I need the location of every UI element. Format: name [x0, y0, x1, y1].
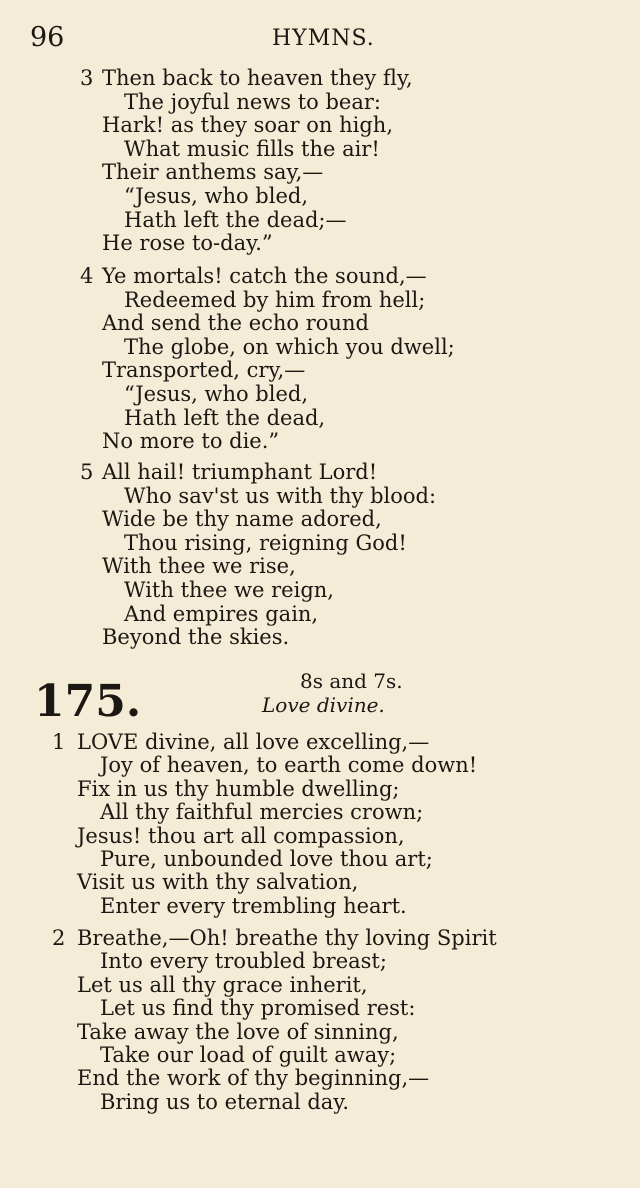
running-title: HYMNS. — [272, 26, 375, 51]
verse-line: Who sav'st us with thy blood: — [124, 483, 437, 508]
verse-line: The globe, on which you dwell; — [124, 334, 455, 359]
verse-number: 5 — [80, 460, 94, 484]
verse-line: “Jesus, who bled, — [124, 382, 309, 406]
verse-line: Pure, unbounded love thou art; — [100, 847, 433, 871]
verse-line: Joy of heaven, to earth come down! — [100, 753, 478, 778]
hymn-number: 175. — [34, 676, 142, 727]
verse-number: 3 — [80, 66, 94, 90]
verse-line: Into every troubled breast; — [100, 949, 387, 974]
verse-line: LOVE divine, all love excelling,— — [77, 730, 430, 754]
verse-line: All thy faithful mercies crown; — [100, 800, 424, 825]
verse-line: Take away the love of sinning, — [77, 1019, 399, 1044]
verse-line: Thou rising, reigning God! — [124, 530, 407, 555]
verse-line: Enter every trembling heart. — [100, 893, 407, 918]
verse-line: Hath left the dead, — [124, 405, 326, 430]
hymn-subtitle: Love divine. — [262, 693, 385, 717]
verse-line: Visit us with thy salvation, — [77, 870, 359, 895]
verse-line: Then back to heaven they fly, — [102, 66, 413, 90]
verse-line: With thee we rise, — [102, 554, 296, 579]
verse-line: Breathe,—Oh! breathe thy loving Spirit — [77, 926, 497, 950]
verse-line: Let us find thy promised rest: — [100, 996, 416, 1021]
verse-line: Redeemed by him from hell; — [124, 287, 426, 312]
verse-line: End the work of thy beginning,— — [77, 1066, 430, 1091]
verse-line: Bring us to eternal day. — [100, 1089, 350, 1114]
verse-number: 1 — [52, 730, 66, 754]
verse-line: All hail! triumphant Lord! — [102, 460, 378, 484]
verse-line: He rose to-day.” — [102, 231, 273, 256]
verse-line: What music fills the air! — [124, 136, 380, 161]
verse-line: Wide be thy name adored, — [102, 507, 382, 532]
verse-line: Beyond the skies. — [102, 625, 290, 650]
verse-line: Hath left the dead;— — [124, 207, 347, 232]
verse-line: Take our load of guilt away; — [100, 1043, 397, 1067]
verse-line: Let us all thy grace inherit, — [77, 972, 368, 997]
verse-line: Jesus! thou art all compassion, — [77, 823, 405, 848]
verse-line: Ye mortals! catch the sound,— — [102, 264, 427, 288]
verse-line: Transported, cry,— — [102, 358, 306, 383]
verse-line: Fix in us thy humble dwelling; — [77, 776, 400, 801]
verse-line: With thee we reign, — [124, 578, 334, 602]
verse-line: No more to die.” — [102, 429, 280, 454]
verse-line: The joyful news to bear: — [124, 89, 381, 114]
verse-number: 4 — [80, 264, 94, 288]
verse-line: And send the echo round — [102, 311, 369, 336]
page-number: 96 — [30, 22, 65, 53]
hymn-meter: 8s and 7s. — [300, 669, 403, 693]
verse-line: And empires gain, — [124, 601, 319, 626]
verse-line: Hark! as they soar on high, — [102, 113, 393, 138]
verse-number: 2 — [52, 926, 66, 950]
verse-line: Their anthems say,— — [102, 160, 324, 185]
verse-line: “Jesus, who bled, — [124, 184, 309, 208]
